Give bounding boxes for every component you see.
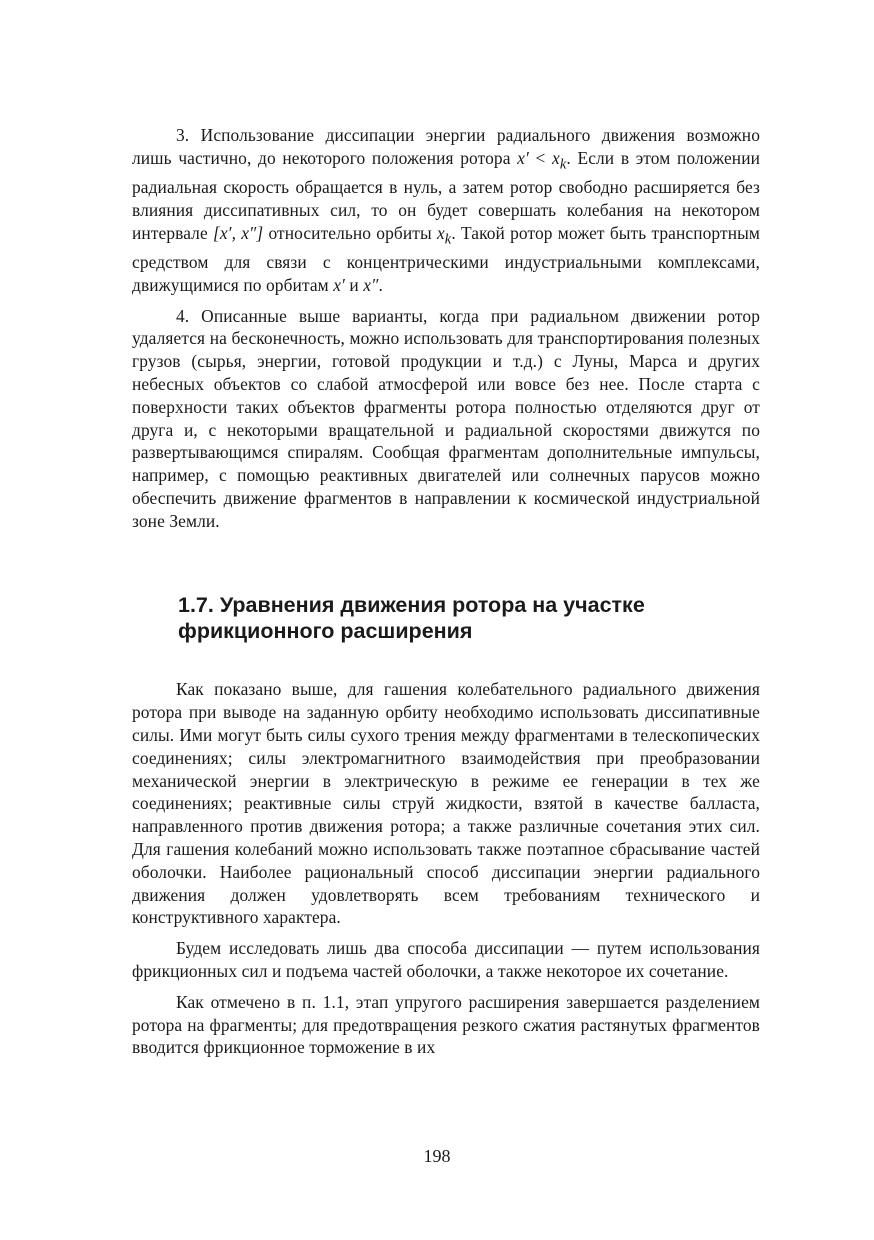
section-body [132,678,760,1059]
text-fragment: 3. Использование диссипации энергии радиального движения возможно лишь частично, до некоторого положения ротора [132,125,760,168]
page-content [132,124,760,1059]
paragraph-item-4: 4. Описанные выше варианты, когда при радиальном движении ротор удаляется на бесконечность, можно использовать для транспортирования полезных грузов (сырья, энергии, готовой продукции и т.д.) с Луны, Марса и других небесных объектов со слабой атмосферой или вовсе без нее. После старта с поверхности таких объектов фрагменты ротора полностью отделяются друг от друга и, с некоторыми вращательной и радиальной скоростями движутся по развертывающимся спиралям. Сообщая фрагментам дополнительные импульсы, например, с помощью реактивных двигателей или солнечных парусов можно обеспечить движение фрагментов в направлении к космической индустриальной зоне Земли. [132,305,760,531]
page-number: 198 [423,1146,451,1166]
math-subscript: k [559,156,567,173]
text-fragment: относительно орбиты [263,222,437,243]
section-paragraph-3: Как отмечено в п. 1.1, этап упругого расширения завершается разделением ротора на фрагменты; для предотвращения резкого сжатия растянутых фрагментов вводится фрикционное торможение в их [132,991,760,1058]
text-fragment: . Такой ротор может быть транспортным средством для связи с концентрическими индустриальными комплексами, движущимися по орбитам [132,222,760,295]
math-orbit-1: x′ [333,274,345,295]
text-fragment: . Если в этом положении радиальная скорость обращается в нуль, а затем ротор свободно расширяется без влияния диссипативных сил, то он будет совершать колебания на некотором интервале [132,147,761,243]
text-fragment: и [344,274,364,295]
text-fragment: < [528,147,553,168]
section-heading-line-1: 1.7. Уравнения движения ротора на участке [178,593,645,618]
section-heading [132,592,760,644]
math-x-k: x [436,222,445,243]
paragraph-item-3 [132,124,760,297]
text-fragment: . [378,274,383,295]
section-heading-line-2: фрикционного расширения [178,619,473,644]
math-x-k: x [552,147,560,168]
math-subscript: k [444,231,452,248]
section-paragraph-2: Будем исследовать лишь два способа диссипации — путем использования фрикционных сил и подъема частей оболочки, а также некоторое их сочетание. [132,938,760,982]
math-x-prime: x′ [517,147,529,168]
math-orbit-2: x″ [363,274,379,295]
section-paragraph-1: Как показано выше, для гашения колебательного радиального движения ротора при выводе на заданную орбиту необходимо использовать диссипативные силы. Ими могут быть силы сухого трения между фрагментами в телескопических соединениях; силы электромагнитного взаимодействия при преобразовании механической энергии в электрическую в режиме ее генерации в тех же соединениях; реактивные силы струй жидкости, взятой в качестве балласта, направленного против движения ротора; а также различные сочетания этих сил. Для гашения колебаний можно использовать также поэтапное сбрасывание частей оболочки. Наиболее рациональный способ диссипации энергии радиального движения должен удовлетворять всем требованиям технического и конструктивного характера. [132,679,760,928]
math-interval: [x′, x″] [212,222,264,243]
